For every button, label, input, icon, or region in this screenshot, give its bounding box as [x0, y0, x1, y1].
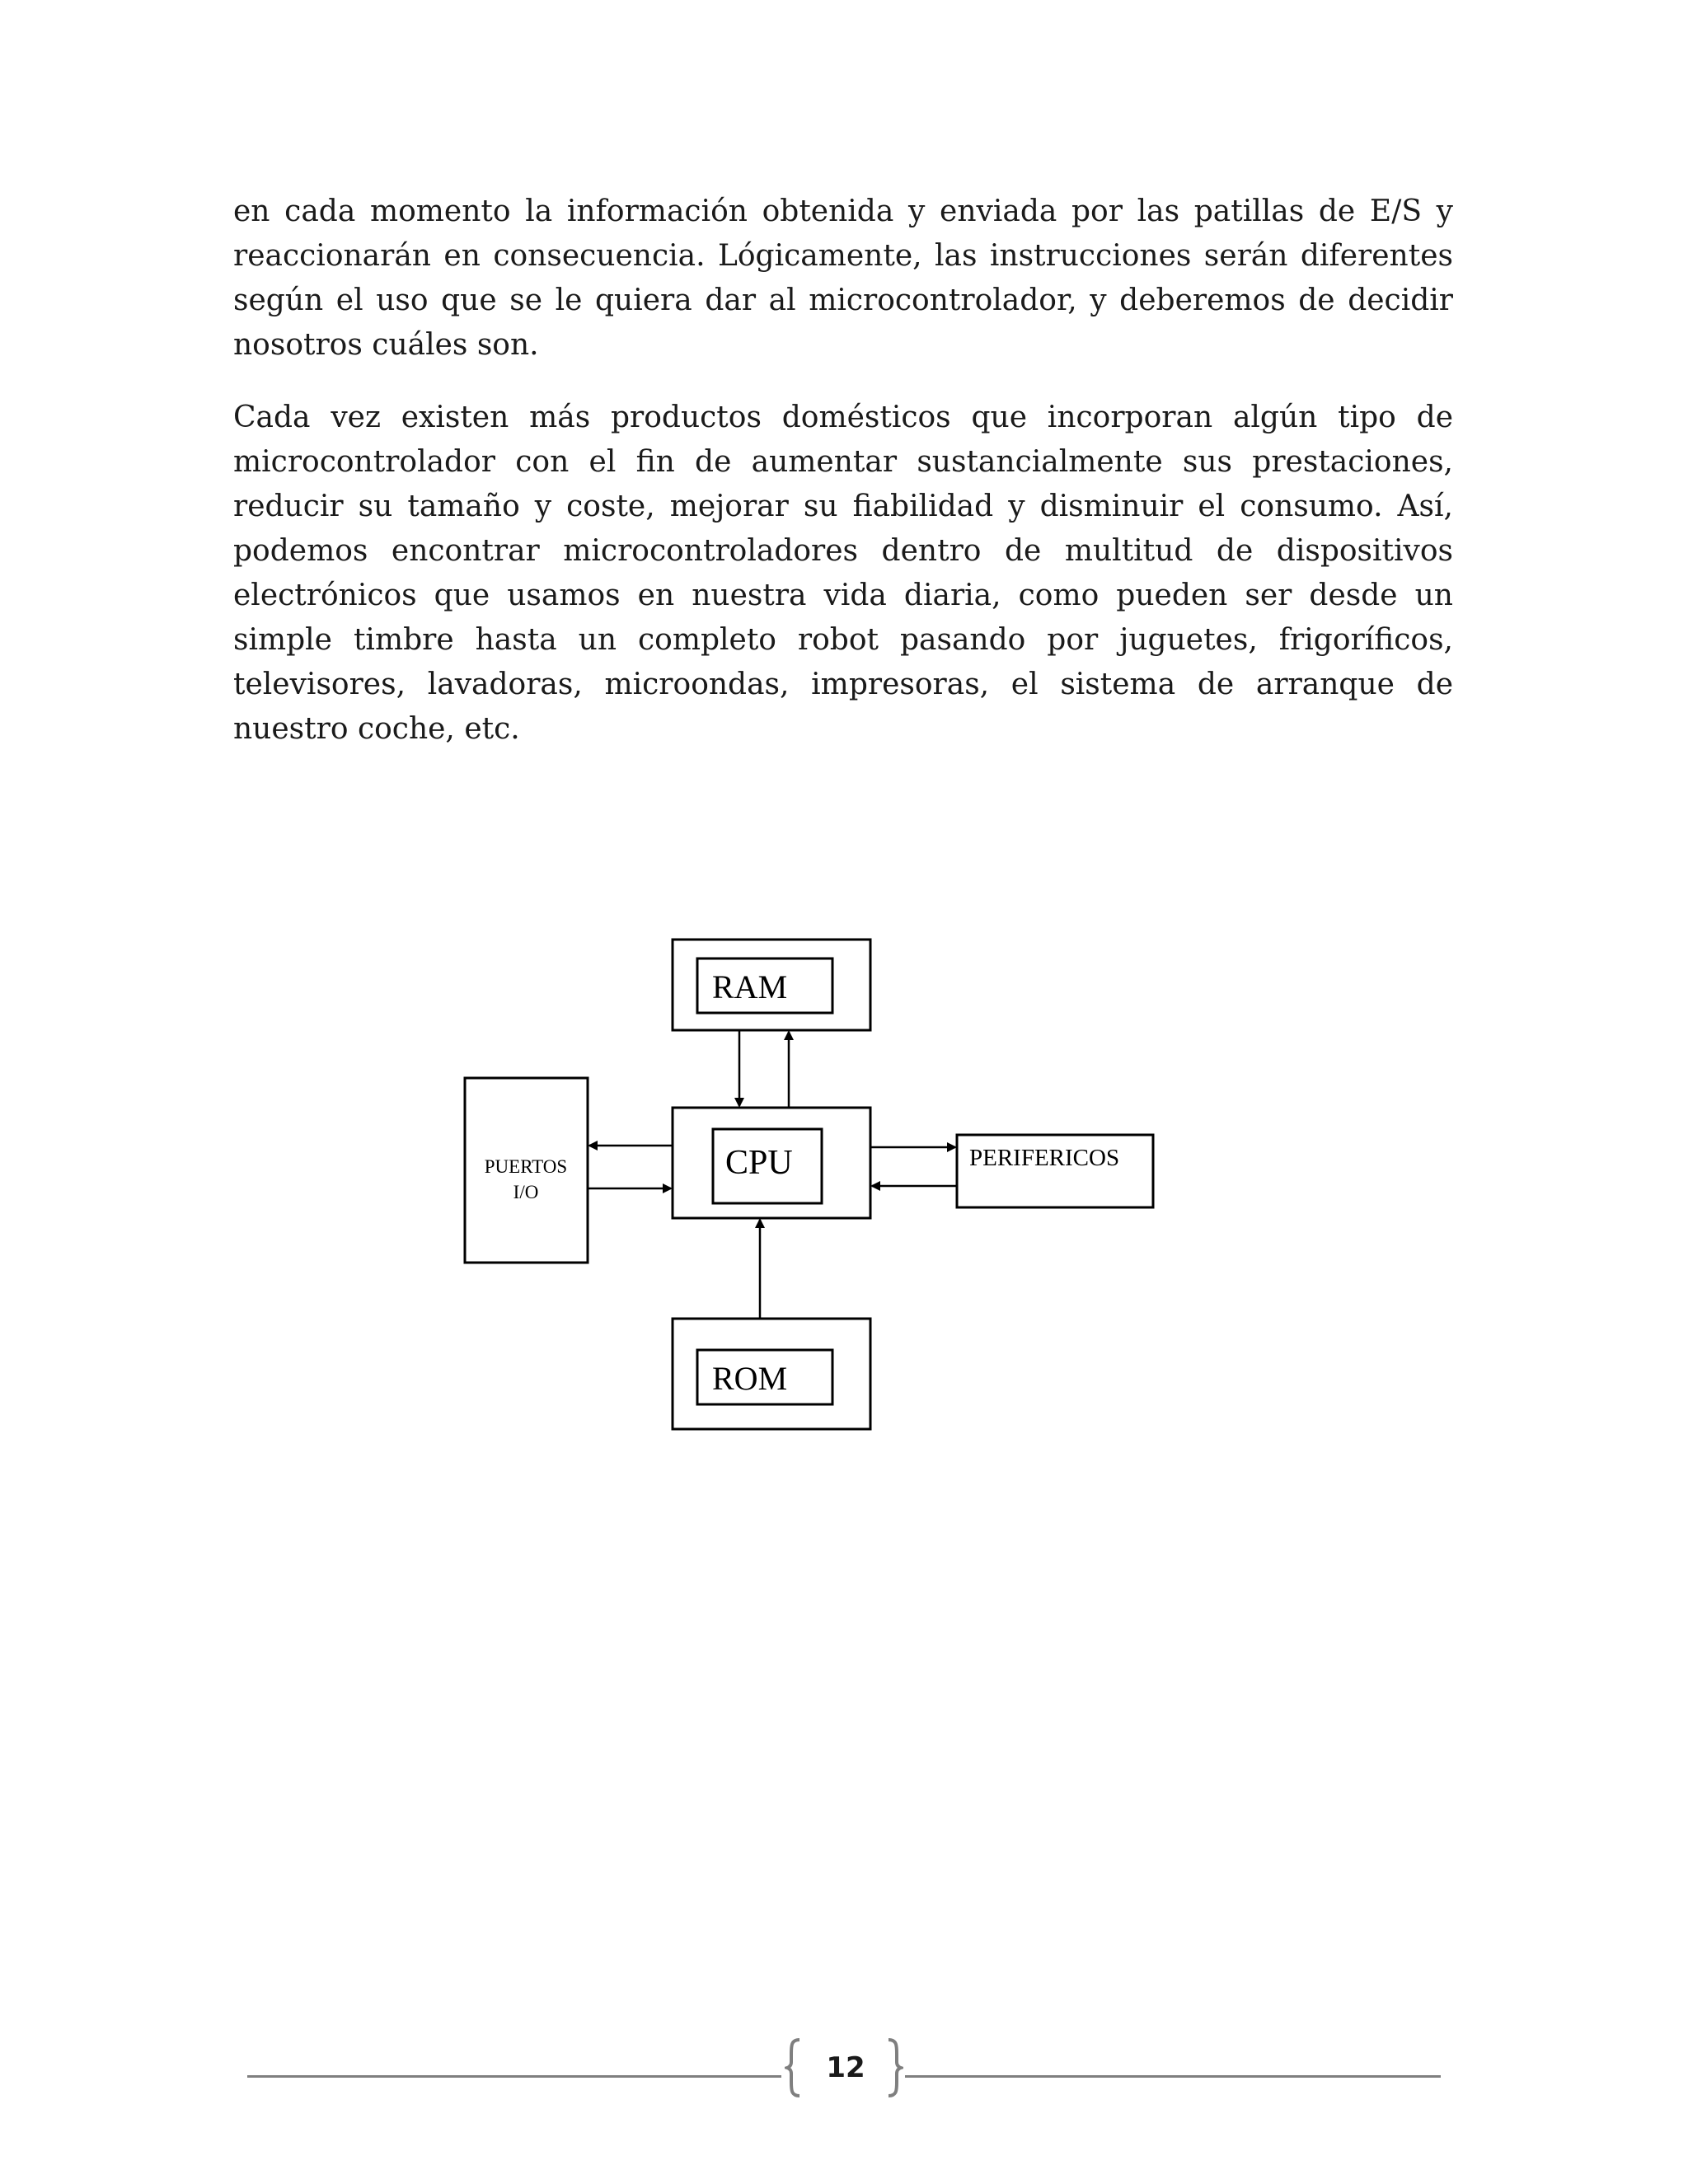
ports-label-line2: I/O: [513, 1182, 539, 1202]
footer-rule-right: [905, 2075, 1441, 2078]
block-diagram: [445, 931, 1187, 1459]
ram-label: RAM: [712, 968, 788, 1005]
footer-rule-left: [247, 2075, 781, 2078]
left-brace-icon: [785, 2037, 803, 2098]
cpu-label: CPU: [725, 1144, 793, 1182]
right-brace-icon: [885, 2037, 903, 2098]
body-paragraph-1: en cada momento la información obtenida y enviada por las patillas de E/S y reaccionarán en consecuencia. Lógicamente, las instrucciones serán diferentes según el uso que se le quiera dar al microcontrolador, y deberemos de decidir nosotros cuáles son.: [233, 194, 1453, 362]
page-number: 12: [826, 2051, 865, 2084]
ports-label-line1: PUERTOS: [484, 1156, 568, 1177]
peripherals-label: PERIFERICOS: [969, 1145, 1120, 1171]
page-footer: [0, 2036, 1688, 2118]
rom-label: ROM: [712, 1360, 788, 1397]
body-paragraph-2: Cada vez existen más productos domésticos que incorporan algún tipo de microcontrolador con el fin de aumentar sustancialmente sus prestaciones, reducir su tamaño y coste, mejorar su fiabilidad y disminuir el consumo. Así, podemos encontrar microcontroladores dentro de multitud de dispositivos electrónicos que usamos en nuestra vida diaria, como pueden ser desde un simple timbre hasta un completo robot pasando por juguetes, frigoríficos, televisores, lavadoras, microondas, impresoras, el sistema de arranque de nuestro coche, etc.: [233, 401, 1453, 746]
